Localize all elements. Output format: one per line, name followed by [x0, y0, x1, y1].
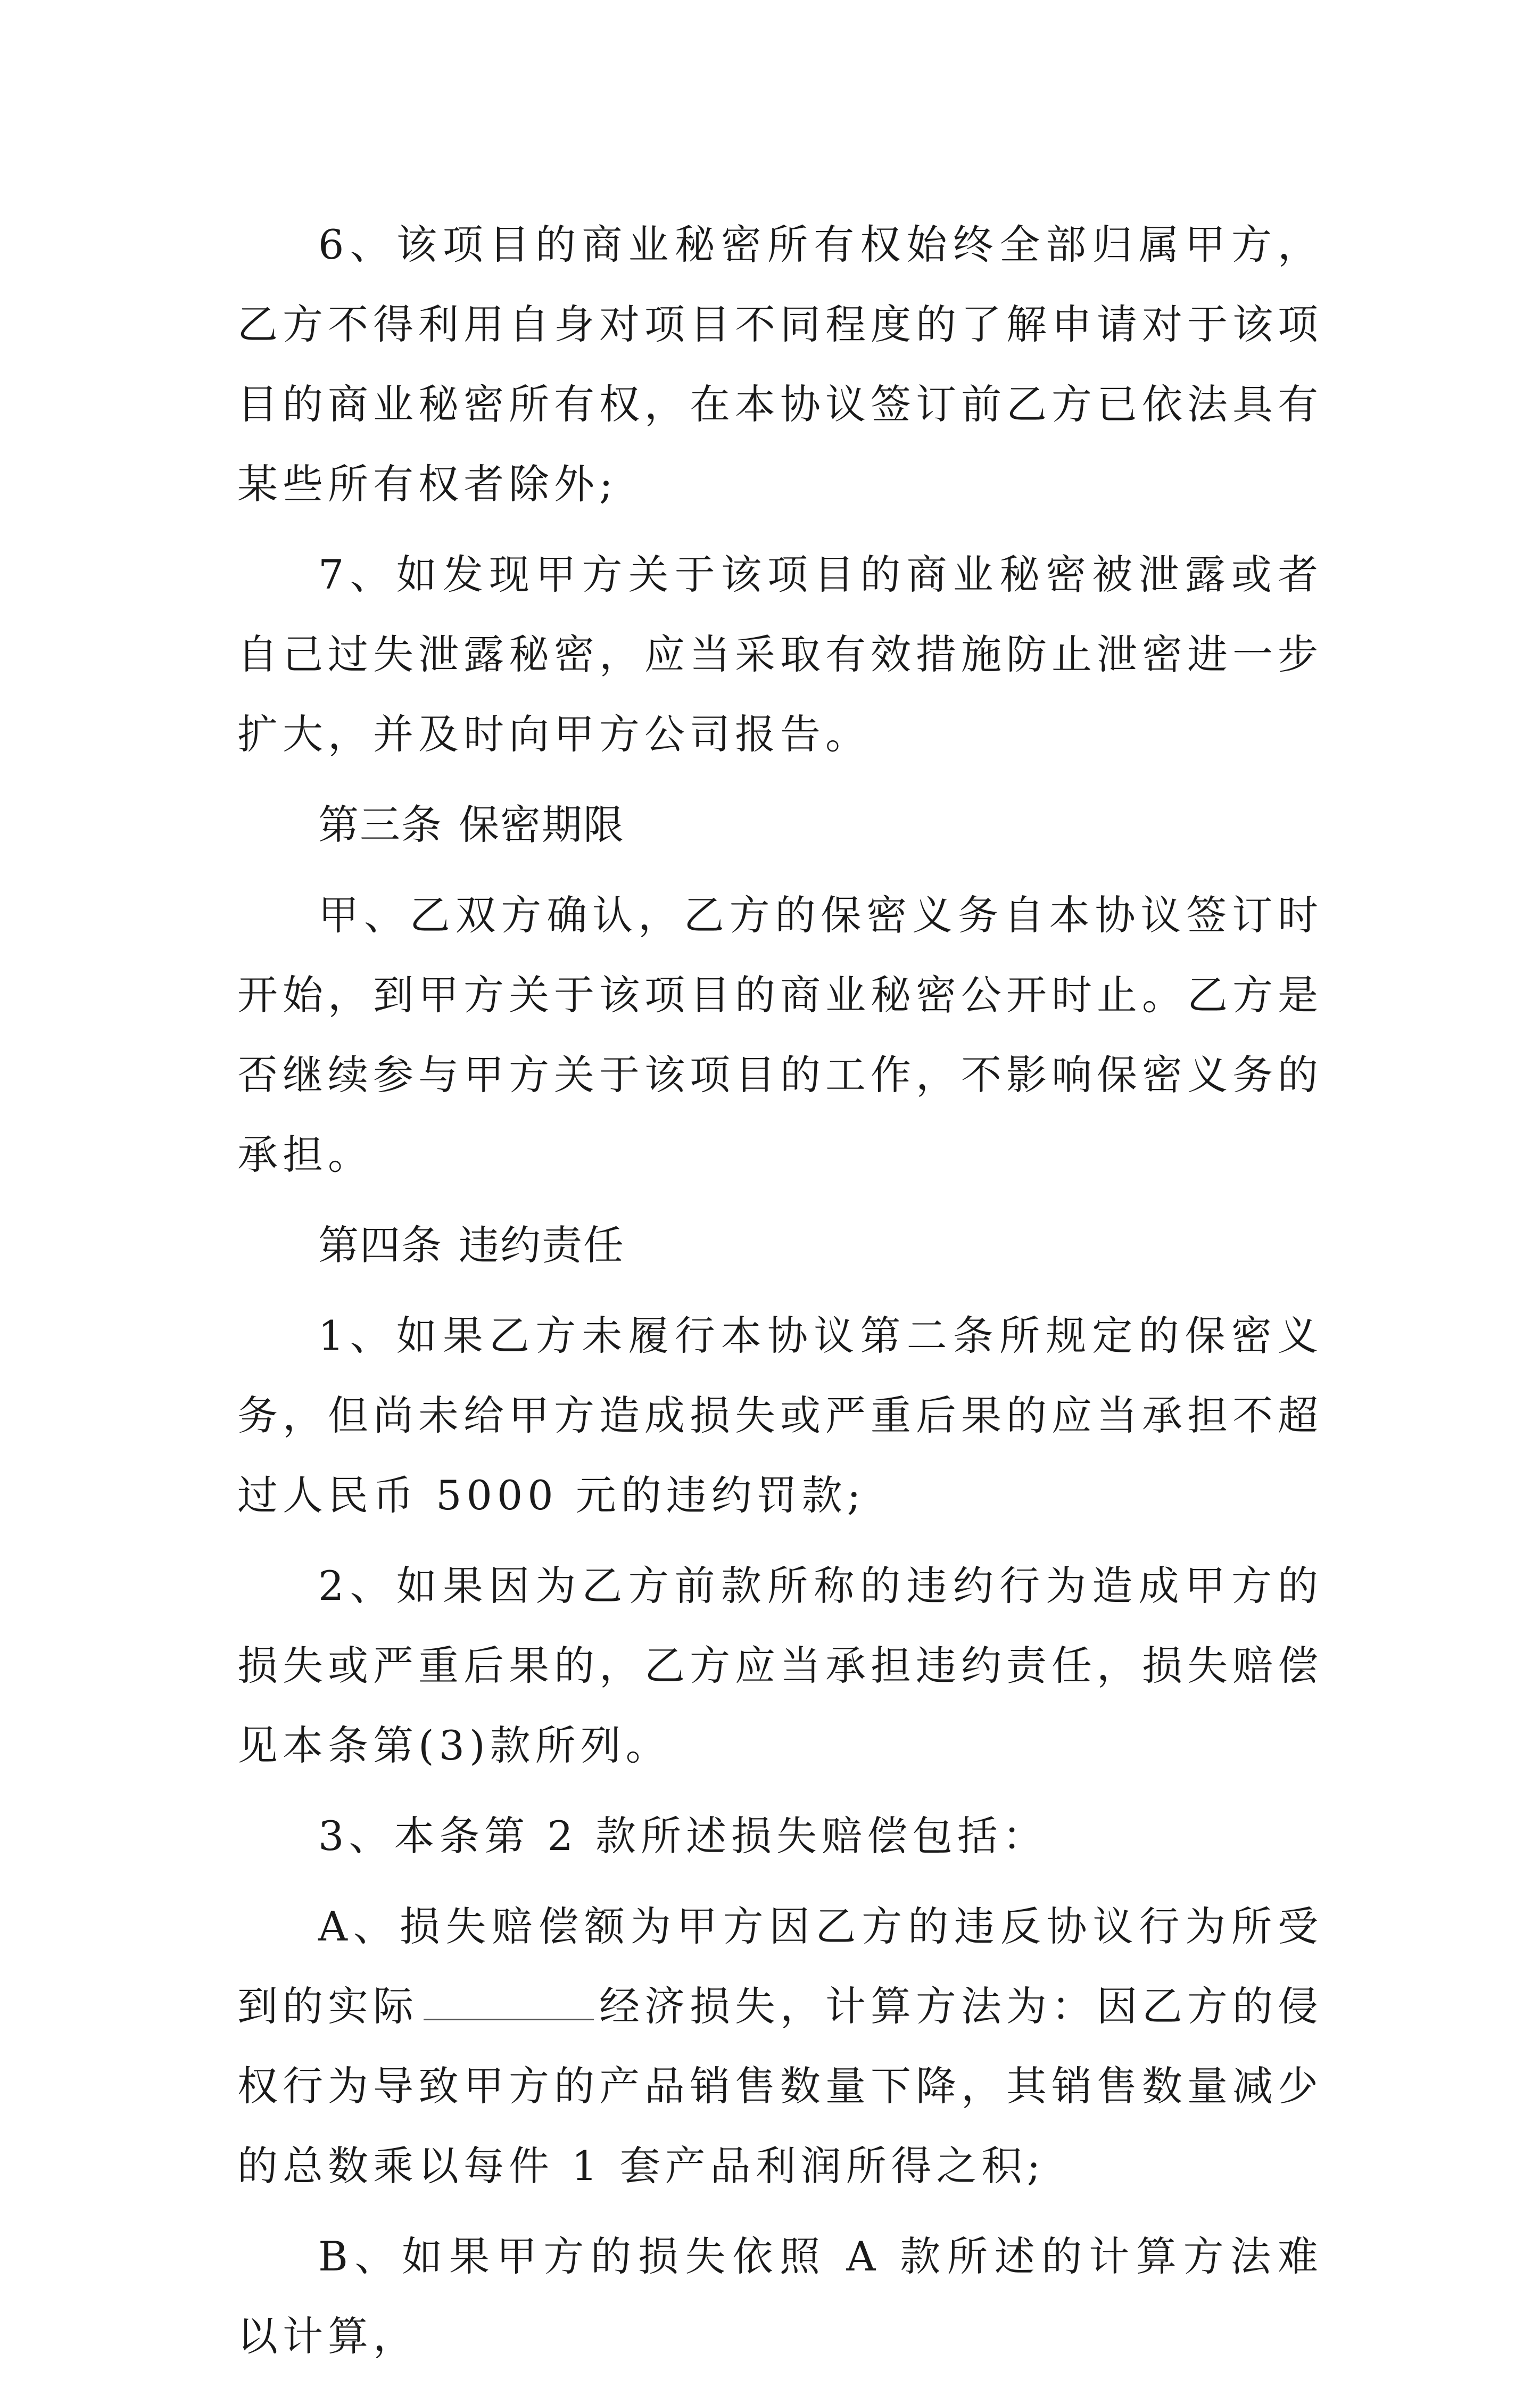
confidentiality-period-paragraph: 甲、乙双方确认，乙方的保密义务自本协议签订时开始，到甲方关于该项目的商业秘密公开时止。乙方是否继续参与甲方关于该项目的工作，不影响保密义务的承担。	[237, 891, 1323, 1178]
liability-item-3-paragraph: 3、本条第 2 款所述损失赔偿包括：	[318, 1812, 1048, 1860]
article-3-title: 保密期限	[459, 801, 625, 848]
article-4-label: 第四条	[318, 1221, 443, 1269]
liability-item-1-paragraph: 1、如果乙方未履行本协议第二条所规定的保密义务，但尚未给甲方造成损失或严重后果的应当承担不超过人民币 5000 元的违约罚款;	[237, 1312, 1323, 1519]
article-4-heading	[237, 1205, 1323, 1285]
item-a-text-before-blank: A、损失赔偿额为甲方因乙方的违反协议行为所受到的实际	[237, 1903, 1323, 2030]
article-4-title: 违约责任	[459, 1221, 625, 1269]
fill-in-blank-line	[424, 1979, 594, 2020]
article-3-heading	[237, 785, 1323, 865]
clause-7-paragraph: 7、如发现甲方关于该项目的商业秘密被泄露或者自己过失泄露秘密，应当采取有效措施防止泄密进一步扩大，并及时向甲方公司报告。	[237, 551, 1323, 758]
document-body	[237, 205, 1323, 2387]
item-a-text-after-blank: 经济损失，计算方法为：因乙方的侵权行为导致甲方的产品销售数量下降，其销售数量减少的总数乘以每件 1 套产品利润所得之积;	[237, 1983, 1323, 2190]
liability-item-a-paragraph	[237, 1887, 1323, 2206]
article-3-label: 第三条	[318, 801, 443, 848]
clause-6-paragraph: 6、该项目的商业秘密所有权始终全部归属甲方，乙方不得利用自身对项目不同程度的了解申请对于该项目的商业秘密所有权，在本协议签订前乙方已依法具有某些所有权者除外;	[237, 221, 1323, 508]
liability-item-b-paragraph: B、如果甲方的损失依照 A 款所述的计算方法难以计算，	[237, 2233, 1323, 2360]
liability-item-2-paragraph: 2、如果因为乙方前款所称的违约行为造成甲方的损失或严重后果的，乙方应当承担违约责任，损失赔偿见本条第(3)款所列。	[237, 1562, 1323, 1769]
